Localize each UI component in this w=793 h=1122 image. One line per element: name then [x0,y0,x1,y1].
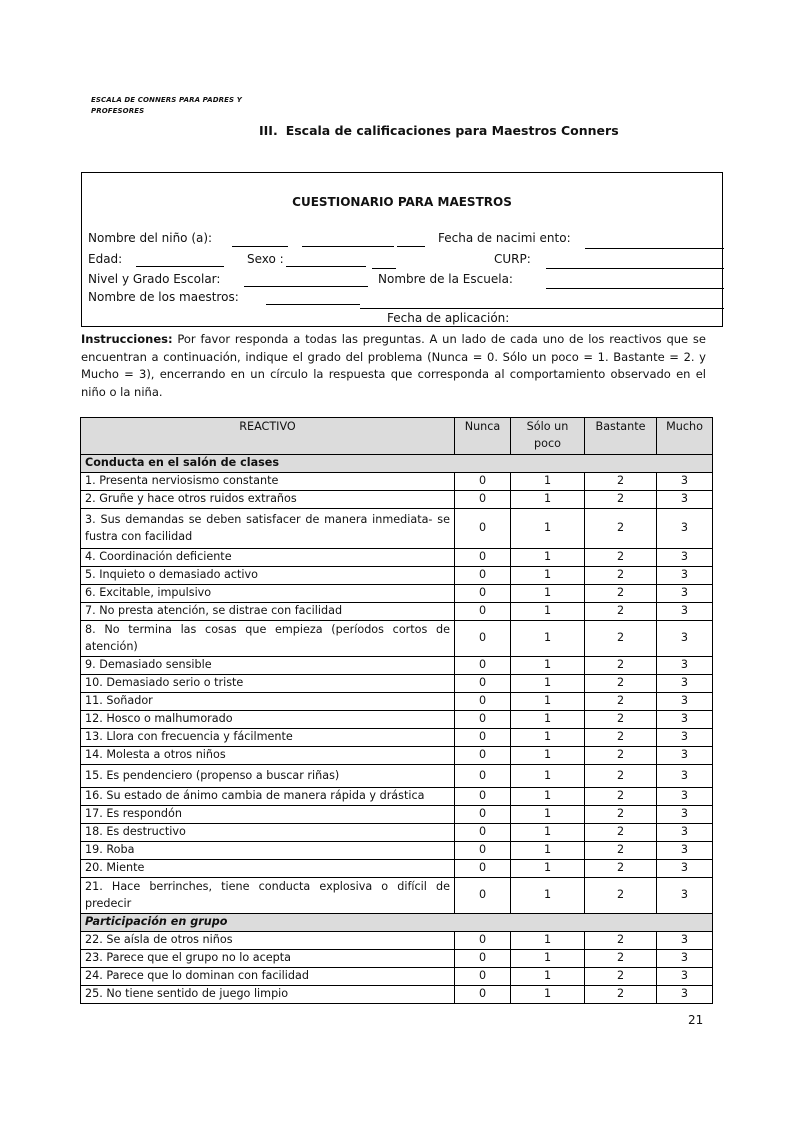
value-nunca[interactable]: 0 [455,878,511,914]
value-solo-un-poco[interactable]: 1 [511,860,585,878]
value-solo-un-poco[interactable]: 1 [511,567,585,585]
value-solo-un-poco[interactable]: 1 [511,693,585,711]
value-bastante[interactable]: 2 [585,657,657,675]
grade-label: Nivel y Grado Escolar: [88,272,221,286]
item-text: 1. Presenta nerviosismo constante [81,473,455,491]
item-text: 14. Molesta a otros niños [81,747,455,765]
value-nunca[interactable]: 0 [455,860,511,878]
value-nunca[interactable]: 0 [455,968,511,986]
item-text: 10. Demasiado serio o triste [81,675,455,693]
value-nunca[interactable]: 0 [455,747,511,765]
value-mucho[interactable]: 3 [657,509,713,549]
teacher-field-2[interactable] [360,308,724,309]
value-nunca[interactable]: 0 [455,711,511,729]
value-mucho[interactable]: 3 [657,806,713,824]
questionnaire-box [81,172,723,327]
school-field[interactable] [546,288,724,289]
section-title [259,123,619,138]
value-nunca[interactable]: 0 [455,657,511,675]
value-mucho[interactable]: 3 [657,491,713,509]
table-row [81,968,713,986]
value-solo-un-poco[interactable]: 1 [511,806,585,824]
header-mucho: Mucho [657,418,713,455]
item-text: 3. Sus demandas se deben satisfacer de manera inmediata- se fustra con facilidad [81,509,455,549]
value-nunca[interactable]: 0 [455,621,511,657]
table-row [81,621,713,657]
header-reactivo: REACTIVO [81,418,455,455]
value-nunca[interactable]: 0 [455,549,511,567]
item-text: 13. Llora con frecuencia y fácilmente [81,729,455,747]
table-row [81,675,713,693]
school-label: Nombre de la Escuela: [378,272,513,286]
value-bastante[interactable]: 2 [585,986,657,1004]
value-nunca[interactable]: 0 [455,675,511,693]
item-text: 8. No termina las cosas que empieza (períodos cortos de atención) [81,621,455,657]
value-mucho[interactable]: 3 [657,603,713,621]
value-bastante[interactable]: 2 [585,711,657,729]
value-bastante[interactable]: 2 [585,567,657,585]
section-row [81,455,713,473]
item-text: 7. No presta atención, se distrae con facilidad [81,603,455,621]
items-table [80,417,713,1004]
value-solo-un-poco[interactable]: 1 [511,747,585,765]
item-text: 18. Es destructivo [81,824,455,842]
value-nunca[interactable]: 0 [455,765,511,788]
value-nunca[interactable]: 0 [455,842,511,860]
value-solo-un-poco[interactable]: 1 [511,932,585,950]
age-field[interactable] [136,266,224,267]
value-mucho[interactable]: 3 [657,765,713,788]
value-bastante[interactable]: 2 [585,693,657,711]
item-text: 12. Hosco o malhumorado [81,711,455,729]
value-solo-un-poco[interactable]: 1 [511,621,585,657]
table-row [81,549,713,567]
section-conducta: Conducta en el salón de clases [81,455,713,473]
item-text: 11. Soñador [81,693,455,711]
value-nunca[interactable]: 0 [455,603,511,621]
item-text: 22. Se aísla de otros niños [81,932,455,950]
section-row [81,914,713,932]
value-nunca[interactable]: 0 [455,693,511,711]
value-bastante[interactable]: 2 [585,473,657,491]
value-mucho[interactable]: 3 [657,878,713,914]
table-row [81,729,713,747]
table-row [81,788,713,806]
value-solo-un-poco[interactable]: 1 [511,711,585,729]
section-number: III. [259,123,278,138]
value-bastante[interactable]: 2 [585,585,657,603]
item-text: 24. Parece que lo dominan con facilidad [81,968,455,986]
item-text: 20. Miente [81,860,455,878]
table-row [81,585,713,603]
value-mucho[interactable]: 3 [657,747,713,765]
instructions-lead: Instrucciones: [81,332,173,346]
value-nunca[interactable]: 0 [455,473,511,491]
value-bastante[interactable]: 2 [585,932,657,950]
value-solo-un-poco[interactable]: 1 [511,473,585,491]
table-row [81,932,713,950]
table-row [81,986,713,1004]
item-text: 16. Su estado de ánimo cambia de manera rápida y drástica [81,788,455,806]
value-bastante[interactable]: 2 [585,878,657,914]
value-mucho[interactable]: 3 [657,986,713,1004]
value-bastante[interactable]: 2 [585,950,657,968]
birth-date-label: Fecha de nacimi ento: [438,231,571,245]
value-bastante[interactable]: 2 [585,788,657,806]
value-solo-un-poco[interactable]: 1 [511,491,585,509]
table-body [81,455,713,1004]
value-solo-un-poco[interactable]: 1 [511,950,585,968]
table-row [81,567,713,585]
value-mucho[interactable]: 3 [657,729,713,747]
item-text: 19. Roba [81,842,455,860]
value-solo-un-poco[interactable]: 1 [511,968,585,986]
table-row [81,842,713,860]
value-mucho[interactable]: 3 [657,932,713,950]
teacher-field[interactable] [266,304,360,305]
value-solo-un-poco[interactable]: 1 [511,878,585,914]
value-nunca[interactable]: 0 [455,509,511,549]
value-bastante[interactable]: 2 [585,968,657,986]
value-mucho[interactable]: 3 [657,567,713,585]
table-row [81,806,713,824]
table-row [81,950,713,968]
value-bastante[interactable]: 2 [585,842,657,860]
value-mucho[interactable]: 3 [657,950,713,968]
value-bastante[interactable]: 2 [585,603,657,621]
value-solo-un-poco[interactable]: 1 [511,986,585,1004]
value-solo-un-poco[interactable]: 1 [511,657,585,675]
value-mucho[interactable]: 3 [657,968,713,986]
table-row [81,693,713,711]
table-row [81,765,713,788]
value-solo-un-poco[interactable]: 1 [511,824,585,842]
value-solo-un-poco[interactable]: 1 [511,603,585,621]
value-bastante[interactable]: 2 [585,729,657,747]
section-participacion: Participación en grupo [81,914,713,932]
value-solo-un-poco[interactable]: 1 [511,788,585,806]
value-bastante[interactable]: 2 [585,675,657,693]
table-row [81,603,713,621]
value-mucho[interactable]: 3 [657,788,713,806]
table-row [81,657,713,675]
item-text: 15. Es pendenciero (propenso a buscar riñas) [81,765,455,788]
child-name-field-2[interactable] [302,246,394,247]
value-mucho[interactable]: 3 [657,549,713,567]
sex-field-2[interactable] [372,268,396,269]
header-bastante: Bastante [585,418,657,455]
section-title-text: Escala de calificaciones para Maestros Conners [285,123,619,138]
value-bastante[interactable]: 2 [585,765,657,788]
value-solo-un-poco[interactable]: 1 [511,509,585,549]
value-nunca[interactable]: 0 [455,491,511,509]
value-solo-un-poco[interactable]: 1 [511,585,585,603]
child-name-label: Nombre del niño (a): [88,231,213,245]
sex-label: Sexo : [247,252,284,266]
item-text: 5. Inquieto o demasiado activo [81,567,455,585]
table-header-row [81,418,713,455]
instructions [81,331,706,401]
header-solo-un-poco: Sólo un poco [511,418,585,455]
curp-field[interactable] [546,268,724,269]
value-nunca[interactable]: 0 [455,932,511,950]
value-bastante[interactable]: 2 [585,491,657,509]
table-row [81,860,713,878]
application-date-label: Fecha de aplicación: [387,311,510,325]
child-name-field-3[interactable] [397,246,425,247]
value-mucho[interactable]: 3 [657,842,713,860]
value-nunca[interactable]: 0 [455,788,511,806]
value-solo-un-poco[interactable]: 1 [511,549,585,567]
item-text: 6. Excitable, impulsivo [81,585,455,603]
table-row [81,878,713,914]
value-mucho[interactable]: 3 [657,585,713,603]
item-text: 21. Hace berrinches, tiene conducta explosiva o difícil de predecir [81,878,455,914]
item-text: 23. Parece que el grupo no lo acepta [81,950,455,968]
value-mucho[interactable]: 3 [657,824,713,842]
value-bastante[interactable]: 2 [585,806,657,824]
value-nunca[interactable]: 0 [455,729,511,747]
value-mucho[interactable]: 3 [657,711,713,729]
value-bastante[interactable]: 2 [585,509,657,549]
page-number: 21 [688,1013,704,1027]
curp-label: CURP: [494,252,531,266]
value-mucho[interactable]: 3 [657,621,713,657]
value-nunca[interactable]: 0 [455,567,511,585]
table-row [81,824,713,842]
value-nunca[interactable]: 0 [455,986,511,1004]
value-nunca[interactable]: 0 [455,806,511,824]
value-nunca[interactable]: 0 [455,585,511,603]
value-mucho[interactable]: 3 [657,473,713,491]
sex-field[interactable] [286,266,366,267]
item-text: 25. No tiene sentido de juego limpio [81,986,455,1004]
item-text: 4. Coordinación deficiente [81,549,455,567]
document-header: ESCALA DE CONNERS PARA PADRES Y PROFESORES [91,96,242,115]
table-row [81,491,713,509]
form-title: CUESTIONARIO PARA MAESTROS [292,195,512,209]
value-solo-un-poco[interactable]: 1 [511,765,585,788]
item-text: 17. Es respondón [81,806,455,824]
value-bastante[interactable]: 2 [585,549,657,567]
value-solo-un-poco[interactable]: 1 [511,729,585,747]
value-solo-un-poco[interactable]: 1 [511,842,585,860]
value-bastante[interactable]: 2 [585,747,657,765]
value-nunca[interactable]: 0 [455,950,511,968]
value-mucho[interactable]: 3 [657,675,713,693]
value-bastante[interactable]: 2 [585,621,657,657]
value-mucho[interactable]: 3 [657,657,713,675]
value-nunca[interactable]: 0 [455,824,511,842]
table-row [81,747,713,765]
grade-field[interactable] [244,286,368,287]
table-row [81,509,713,549]
value-solo-un-poco[interactable]: 1 [511,675,585,693]
table-row [81,711,713,729]
birth-date-field[interactable] [585,248,724,249]
item-text: 9. Demasiado sensible [81,657,455,675]
item-text: 2. Gruñe y hace otros ruidos extraños [81,491,455,509]
value-bastante[interactable]: 2 [585,860,657,878]
age-label: Edad: [88,252,123,266]
instructions-text: Por favor responda a todas las preguntas. A un lado de cada uno de los reactivos que se encuentran a continuación, indique el grado del problema (Nunca = 0. Sólo un poco = 1. Bastante = 2. y Mucho = 3), encerrando en un círculo la respuesta que corresponda al comportamiento observado en el niño o la niña. [81,332,706,399]
value-bastante[interactable]: 2 [585,824,657,842]
header-nunca: Nunca [455,418,511,455]
value-mucho[interactable]: 3 [657,693,713,711]
table-row [81,473,713,491]
child-name-field[interactable] [232,246,288,247]
value-mucho[interactable]: 3 [657,860,713,878]
teacher-label: Nombre de los maestros: [88,290,239,304]
